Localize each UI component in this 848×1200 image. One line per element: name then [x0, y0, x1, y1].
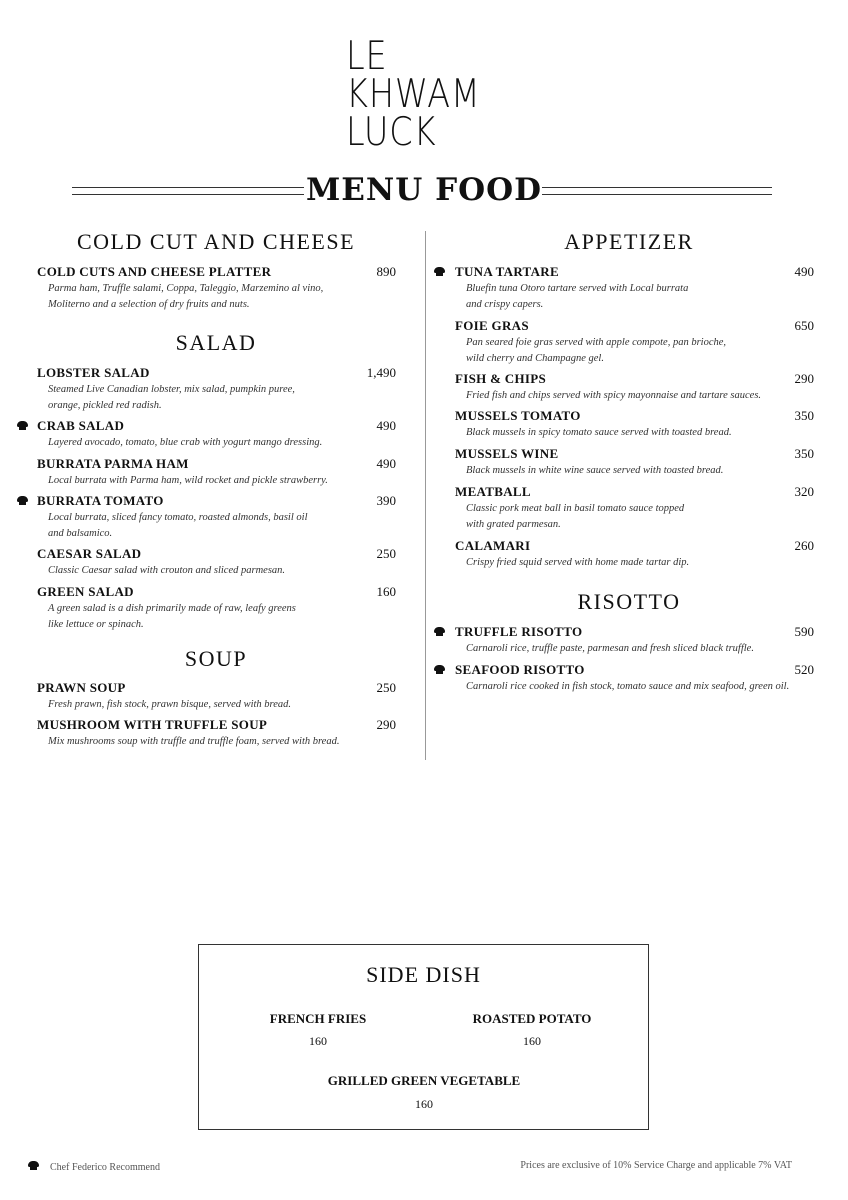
logo-line: LE — [346, 34, 388, 79]
item-description — [466, 501, 816, 533]
item-name: FOIE GRAS — [455, 318, 529, 333]
item-description — [466, 388, 816, 404]
item-description — [466, 281, 816, 313]
item-name: TRUFFLE RISOTTO — [455, 624, 583, 639]
item-description — [466, 679, 816, 695]
item-name: MUSSELS TOMATO — [455, 408, 581, 423]
side-item-price: 160 — [523, 1034, 541, 1048]
item-name: CALAMARI — [455, 538, 531, 553]
desc-line: Bluefin tuna Otoro tartare served with Local burrata — [466, 283, 689, 294]
desc-line: Layered avocado, tomato, blue crab with yogurt mango dressing. — [48, 437, 323, 448]
item-description — [466, 463, 816, 479]
item-description — [48, 563, 378, 579]
chef-recommend-note: Chef Federico Recommend — [50, 1162, 160, 1173]
chef-hat-icon — [28, 1161, 39, 1170]
section-title-risotto: RISOTTO — [577, 589, 681, 614]
chef-hat-icon — [434, 267, 445, 276]
item-name: BURRATA PARMA HAM — [37, 456, 189, 471]
desc-line: Pan seared foie gras served with apple compote, pan brioche, — [466, 337, 727, 348]
desc-line: Local burrata with Parma ham, wild rocket and pickle strawberry. — [48, 475, 328, 486]
title-rule-right — [542, 187, 772, 195]
item-description — [48, 734, 378, 750]
item-price: 250 — [376, 546, 396, 561]
desc-line: Moliterno and a selection of dry fruits and nuts. — [48, 299, 250, 310]
desc-line: Carnaroli rice, truffle paste, parmesan and fresh sliced black truffle. — [466, 643, 754, 654]
item-price: 260 — [794, 538, 814, 553]
item-name: LOBSTER SALAD — [37, 365, 150, 380]
item-description — [48, 473, 378, 489]
side-item-name: ROASTED POTATO — [472, 1011, 592, 1026]
item-price: 590 — [794, 624, 814, 639]
desc-line: Carnaroli rice cooked in fish stock, tomato sauce and mix seafood, green oil. — [466, 681, 790, 692]
logo-line: LUCK — [346, 110, 437, 155]
item-name: FISH & CHIPS — [455, 371, 547, 386]
item-price: 390 — [376, 493, 396, 508]
item-price: 520 — [794, 662, 814, 677]
side-item-price: 160 — [415, 1097, 433, 1111]
item-price: 320 — [794, 484, 814, 499]
item-name: PRAWN SOUP — [37, 680, 126, 695]
item-price: 160 — [376, 584, 396, 599]
item-description — [466, 425, 816, 441]
restaurant-logo — [346, 34, 546, 155]
item-price: 890 — [376, 264, 396, 279]
side-item-price: 160 — [309, 1034, 327, 1048]
item-name: COLD CUTS AND CHEESE PLATTER — [37, 264, 272, 279]
item-price: 350 — [794, 446, 814, 461]
page-title: MENU FOOD — [305, 172, 542, 208]
item-price: 490 — [376, 418, 396, 433]
column-divider — [425, 231, 426, 760]
desc-line: and crispy capers. — [466, 299, 544, 310]
logo-line: KHWAM — [346, 72, 481, 117]
item-description — [48, 601, 378, 633]
desc-line: Mix mushrooms soup with truffle and truffle foam, served with bread. — [48, 736, 340, 747]
desc-line: and balsamico. — [48, 528, 113, 539]
desc-line: like lettuce or spinach. — [48, 619, 144, 630]
desc-line: Crispy fried squid served with home made tartar dip. — [466, 557, 690, 568]
item-name: MUSSELS WINE — [455, 446, 559, 461]
item-name: MEATBALL — [455, 484, 531, 499]
item-description — [466, 555, 816, 571]
item-description — [466, 335, 816, 367]
desc-line: Local burrata, sliced fancy tomato, roasted almonds, basil oil — [48, 512, 308, 523]
item-price: 350 — [794, 408, 814, 423]
chef-hat-icon — [434, 627, 445, 636]
item-price: 250 — [376, 680, 396, 695]
item-name: CAESAR SALAD — [37, 546, 142, 561]
item-description — [48, 382, 378, 414]
desc-line: wild cherry and Champagne gel. — [466, 353, 604, 364]
item-price: 290 — [376, 717, 396, 732]
side-item-name: FRENCH FRIES — [269, 1011, 367, 1026]
item-name: GREEN SALAD — [37, 584, 134, 599]
desc-line: A green salad is a dish primarily made of raw, leafy greens — [48, 603, 296, 614]
item-description — [48, 697, 378, 713]
desc-line: Black mussels in white wine sauce served with toasted bread. — [466, 465, 724, 476]
item-price: 650 — [794, 318, 814, 333]
item-name: CRAB SALAD — [37, 418, 125, 433]
item-price: 290 — [794, 371, 814, 386]
desc-line: Parma ham, Truffle salami, Coppa, Taleggio, Marzemino al vino, — [48, 283, 324, 294]
desc-line: orange, pickled red radish. — [48, 400, 162, 411]
section-title-appetizer: APPETIZER — [564, 229, 694, 254]
desc-line: Classic Caesar salad with crouton and sliced parmesan. — [48, 565, 286, 576]
title-rule-left — [72, 187, 304, 195]
desc-line: with grated parmesan. — [466, 519, 561, 530]
desc-line: Steamed Live Canadian lobster, mix salad, pumpkin puree, — [48, 384, 295, 395]
item-description — [48, 281, 378, 313]
section-title-soup: SOUP — [184, 646, 248, 671]
desc-line: Classic pork meat ball in basil tomato sauce topped — [466, 503, 685, 514]
item-price: 490 — [794, 264, 814, 279]
item-price: 1,490 — [366, 365, 396, 380]
side-dish-title: SIDE DISH — [366, 962, 481, 987]
item-name: TUNA TARTARE — [455, 264, 559, 279]
item-description — [466, 641, 816, 657]
side-item-name: GRILLED GREEN VEGETABLE — [327, 1073, 521, 1088]
item-name: MUSHROOM WITH TRUFFLE SOUP — [37, 717, 268, 732]
section-title-cold-cut: COLD CUT AND CHEESE — [76, 229, 356, 254]
chef-hat-icon — [434, 665, 445, 674]
item-description — [48, 435, 378, 451]
chef-hat-icon — [17, 496, 28, 505]
section-title-salad: SALAD — [175, 330, 257, 355]
item-name: BURRATA TOMATO — [37, 493, 164, 508]
item-description — [48, 510, 378, 542]
item-price: 490 — [376, 456, 396, 471]
chef-hat-icon — [17, 421, 28, 430]
desc-line: Fried fish and chips served with spicy mayonnaise and tartare sauces. — [466, 390, 762, 401]
desc-line: Black mussels in spicy tomato sauce served with toasted bread. — [466, 427, 732, 438]
price-note: Prices are exclusive of 10% Service Charge and applicable 7% VAT — [520, 1160, 792, 1171]
item-name: SEAFOOD RISOTTO — [455, 662, 585, 677]
desc-line: Fresh prawn, fish stock, prawn bisque, served with bread. — [48, 699, 292, 710]
